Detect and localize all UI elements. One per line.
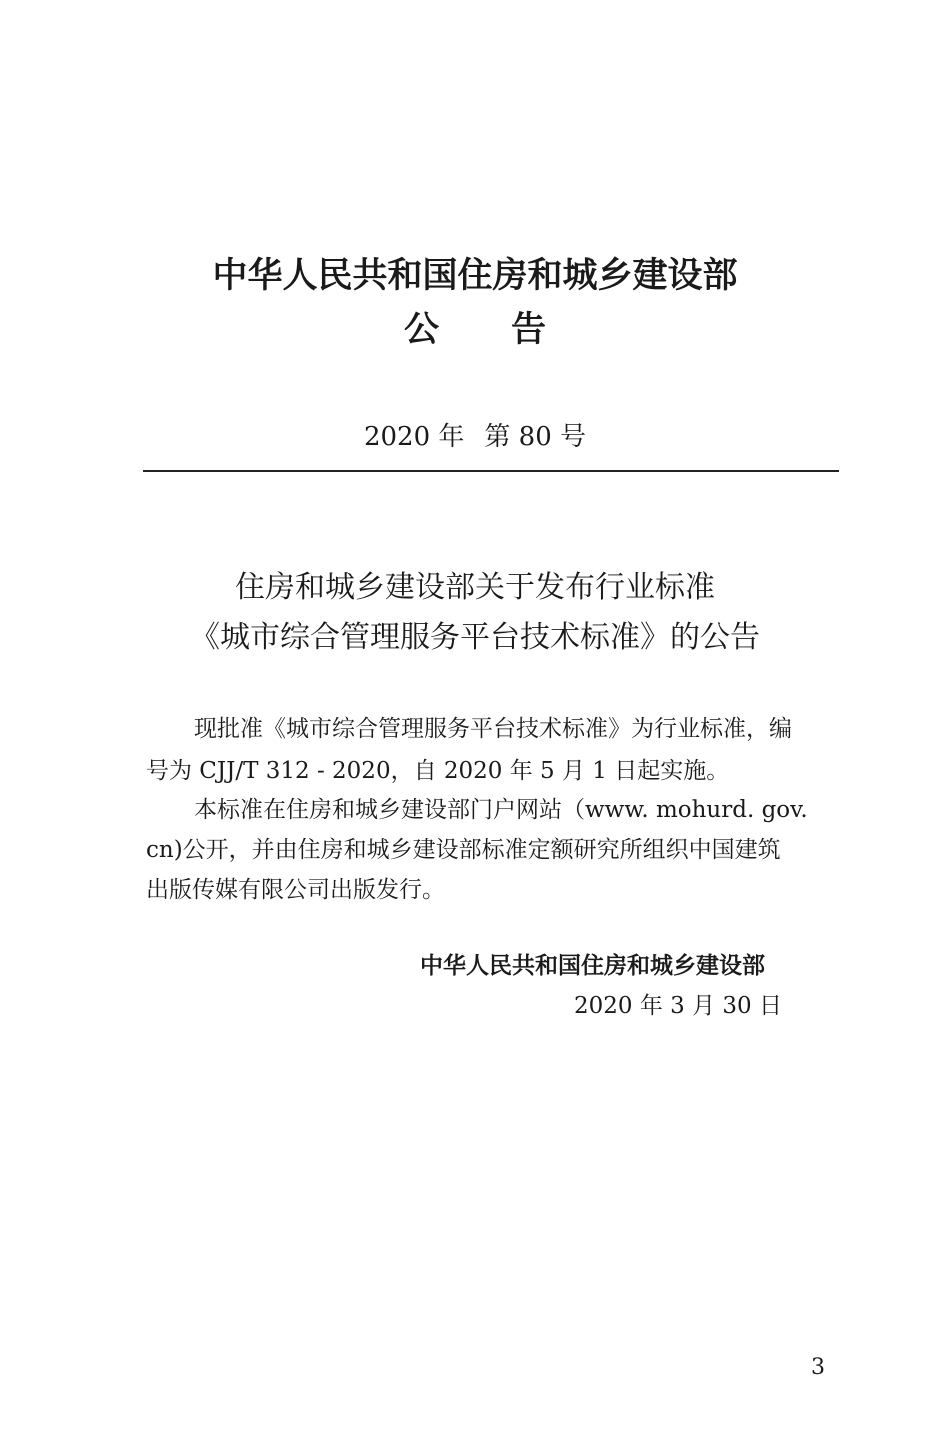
doc-type-char: 公: [403, 309, 439, 350]
announcement-number: [0, 416, 950, 453]
issuer-title: 中华人民共和国住房和城乡建设部: [212, 255, 738, 296]
body-line: 出版传媒有限公司出版发行。: [146, 877, 445, 903]
heading-line-1: 住房和城乡建设部关于发布行业标准: [235, 570, 715, 605]
heading-line-2: 《城市综合管理服务平台技术标准》的公告: [190, 620, 760, 655]
doc-type-char: 告: [511, 309, 547, 350]
announcement-no: 第 80 号: [484, 422, 587, 452]
signature-org: 中华人民共和国住房和城乡建设部: [420, 953, 765, 979]
body-line: 本标准在住房和城乡建设部门户网站（www. mohurd. gov.: [194, 797, 808, 823]
page-number: 3: [811, 1355, 825, 1380]
announcement-year: 2020 年: [363, 422, 465, 452]
body-line: 现批准《城市综合管理服务平台技术标准》为行业标准，编: [194, 716, 792, 742]
body-line: cn)公开，并由住房和城乡建设部标准定额研究所组织中国建筑: [146, 837, 781, 863]
signature-date: 2020 年 3 月 30 日: [574, 993, 782, 1019]
doc-type-title: [0, 302, 950, 352]
header-divider: [143, 470, 839, 472]
body-line: 号为 CJJ/T 312 - 2020，自 2020 年 5 月 1 日起实施。: [146, 758, 730, 784]
